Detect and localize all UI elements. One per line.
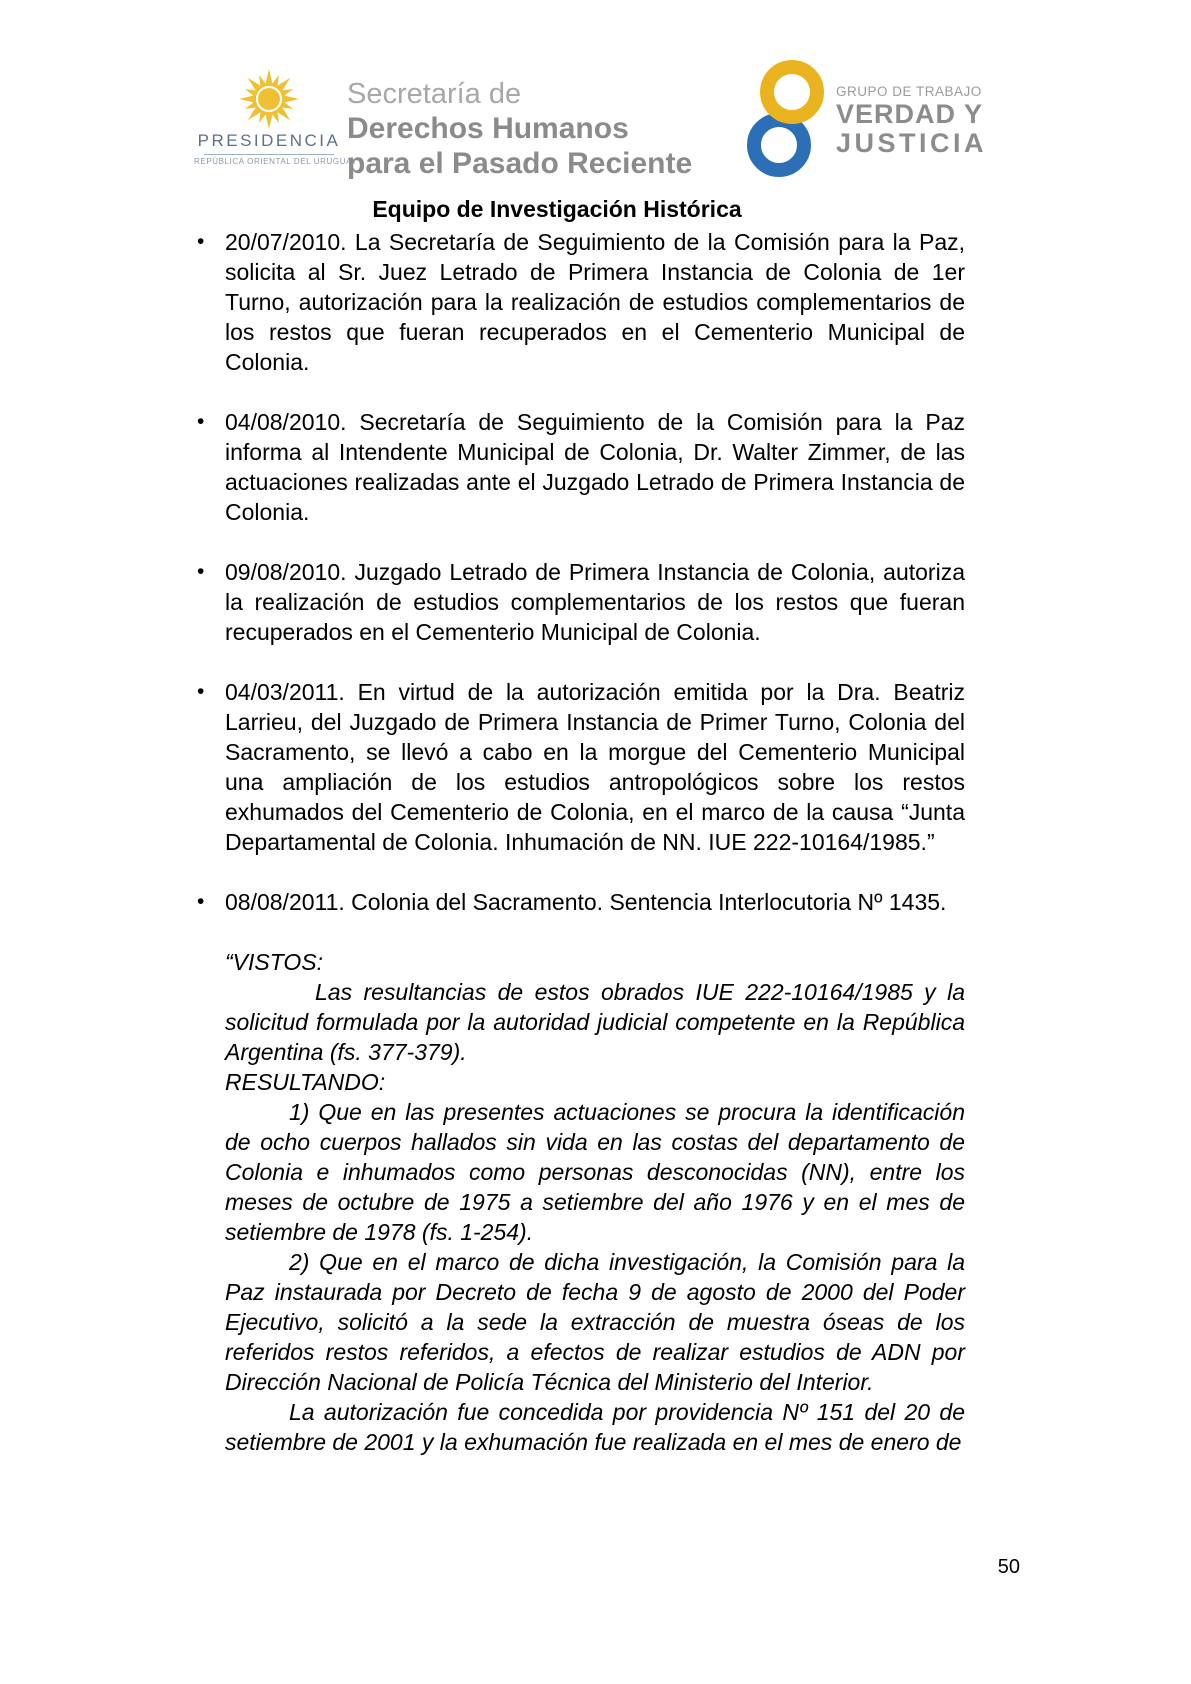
secretaria-line3: para el Pasado Reciente: [347, 147, 693, 180]
quote-paragraph: 1) Que en las presentes actuaciones se procura la identificación de ocho cuerpos hallados sin vida en las costas del departamento de Colonia e inhumados como personas desconocidas (NN), entre los meses de octubre de 1975 a setiembre del año 1976 y en el mes de setiembre de 1978 (fs. 1-254).: [225, 1099, 965, 1245]
bullet-item: • 09/08/2010. Juzgado Letrado de Primera Instancia de Colonia, autoriza la realización de estudios complementarios de los restos que fueran recuperados en el Cementerio Municipal de Colonia.: [225, 557, 965, 647]
presidencia-logo: [194, 66, 358, 166]
bullet-item: • 08/08/2011. Colonia del Sacramento. Sentencia Interlocutoria Nº 1435.: [225, 887, 965, 917]
bullet-item: • 20/07/2010. La Secretaría de Seguimiento de la Comisión para la Paz, solicita al Sr. Juez Letrado de Primera Instancia de Colonia de 1er Turno, autorización para la realización de estudios complementarios de los restos que fueran recuperados en el Cementerio Municipal de Colonia.: [225, 227, 965, 377]
quote-paragraph: Las resultancias de estos obrados IUE 222-10164/1985 y la solicitud formulada por la autoridad judicial competente en la República Argentina (fs. 377-379).: [225, 979, 965, 1065]
quote-paragraph: “VISTOS:: [225, 949, 323, 975]
presidencia-subtitle: REPÚBLICA ORIENTAL DEL URUGUAY: [194, 157, 358, 166]
grupo-trabajo-logo: [746, 58, 987, 184]
sun-icon: [194, 66, 344, 130]
presidencia-name: PRESIDENCIA: [197, 131, 341, 150]
sentencia-quote-block: [225, 947, 965, 1457]
quote-paragraph: 2) Que en el marco de dicha investigación, la Comisión para la Paz instaurada por Decreto de fecha 9 de agosto de 2000 del Poder Ejecutivo, solicitó a la sede la extracción de muestra óseas de los referidos restos referidos, a efectos de realizar estudios de ADN por Dirección Nacional de Policía Técnica del Ministerio del Interior.: [225, 1249, 965, 1395]
grupo-line3: JUSTICIA: [836, 128, 988, 159]
document-body: [225, 227, 965, 1457]
presidencia-divider: [204, 154, 334, 155]
rings-icon: [746, 58, 826, 184]
quote-paragraph: RESULTANDO:: [225, 1069, 386, 1095]
bullet-item: • 04/03/2011. En virtud de la autorización emitida por la Dra. Beatriz Larrieu, del Juzgado de Primera Instancia de Primer Turno, Colonia del Sacramento, se llevó a cabo en la morgue del Cementerio Municipal una ampliación de los estudios antropológicos sobre los restos exhumados del Cementerio de Colonia, en el marco de la causa “Junta Departamental de Colonia. Inhumación de NN. IUE 222-10164/1985.”: [225, 677, 965, 857]
bullet-list: [225, 227, 965, 917]
page-number: 50: [997, 1556, 1020, 1578]
page-title: Equipo de Investigación Histórica: [372, 196, 742, 222]
bullet-item: • 04/08/2010. Secretaría de Seguimiento de la Comisión para la Paz informa al Intendente Municipal de Colonia, Dr. Walter Zimmer, de las actuaciones realizadas ante el Juzgado Letrado de Primera Instancia de Colonia.: [225, 407, 965, 527]
secretaria-line1: Secretaría de: [347, 78, 522, 110]
quote-paragraph: La autorización fue concedida por providencia Nº 151 del 20 de setiembre de 2001 y la exhumación fue realizada en el mes de enero de: [225, 1399, 965, 1455]
secretaria-wordmark: [347, 80, 692, 179]
grupo-line2: VERDAD Y: [836, 99, 984, 130]
grupo-line1: GRUPO DE TRABAJO: [836, 83, 982, 99]
secretaria-line2: Derechos Humanos: [347, 112, 629, 145]
grupo-trabajo-text: [836, 85, 987, 158]
sun-icon-svg: [236, 66, 302, 130]
